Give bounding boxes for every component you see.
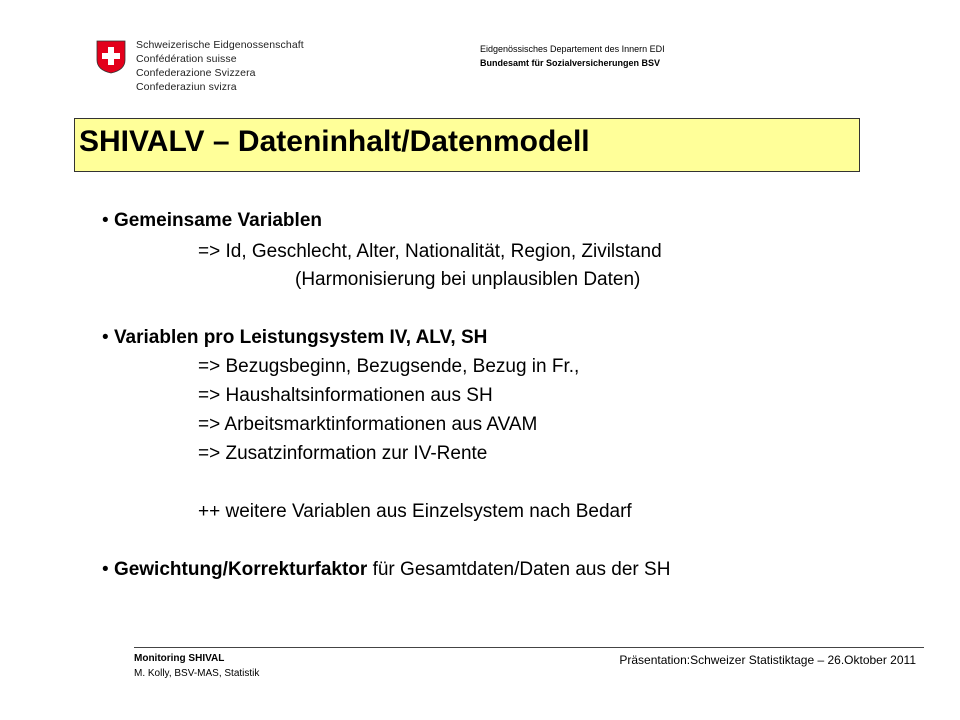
swiss-cross-icon — [96, 40, 126, 74]
bullet-weighting-bold: Gewichtung/Korrekturfaktor — [113, 559, 368, 580]
harmonisation-note: (Harmonisierung bei unplausiblen Daten) — [295, 269, 641, 290]
confederation-logo — [96, 38, 304, 98]
confederation-name-it: Confederazione Svizzera — [136, 67, 256, 79]
confederation-name-rm: Confederaziun svizra — [136, 81, 237, 93]
slide-title: SHIVALV – Dateninhalt/Datenmodell — [79, 125, 590, 158]
bullet-weighting: • Gewichtung/Korrekturfaktor für Gesamtdaten/Daten aus der SH — [102, 559, 671, 580]
bullet-system-variables-label: Variablen pro Leistungsystem IV, ALV, SH — [113, 327, 488, 348]
confederation-name-fr: Confédération suisse — [136, 53, 237, 65]
additional-variables-note: ++ weitere Variablen aus Einzelsystem nach Bedarf — [198, 501, 632, 522]
system-variable-item: => Haushaltsinformationen aus SH — [198, 385, 493, 406]
footer-project: Monitoring SHIVAL — [134, 653, 225, 664]
title-box — [74, 118, 860, 172]
footer-presentation: Präsentation:Schweizer Statistiktage – 26.Oktober 2011 — [619, 653, 916, 667]
department-name: Eidgenössisches Departement des Innern EDI — [480, 44, 665, 54]
footer-author: M. Kolly, BSV-MAS, Statistik — [134, 668, 260, 679]
common-variables-list: => Id, Geschlecht, Alter, Nationalität, Region, Zivilstand — [198, 241, 662, 262]
footer-divider — [134, 647, 924, 648]
confederation-name-de: Schweizerische Eidgenossenschaft — [136, 39, 304, 51]
system-variable-item: => Bezugsbeginn, Bezugsende, Bezug in Fr., — [198, 356, 580, 377]
system-variable-item: => Zusatzinformation zur IV-Rente — [198, 443, 488, 464]
system-variable-item: => Arbeitsmarktinformationen aus AVAM — [198, 414, 538, 435]
department-block — [480, 42, 665, 70]
office-name: Bundesamt für Sozialversicherungen BSV — [480, 58, 661, 68]
bullet-common-variables: • Gemeinsame Variablen — [102, 210, 322, 231]
bullet-common-variables-label: Gemeinsame Variablen — [113, 210, 322, 231]
bullet-weighting-rest: für Gesamtdaten/Daten aus der SH — [367, 559, 671, 580]
footer-left — [134, 651, 259, 681]
confederation-names — [136, 38, 304, 94]
bullet-system-variables: • Variablen pro Leistungsystem IV, ALV, SH — [102, 327, 488, 348]
